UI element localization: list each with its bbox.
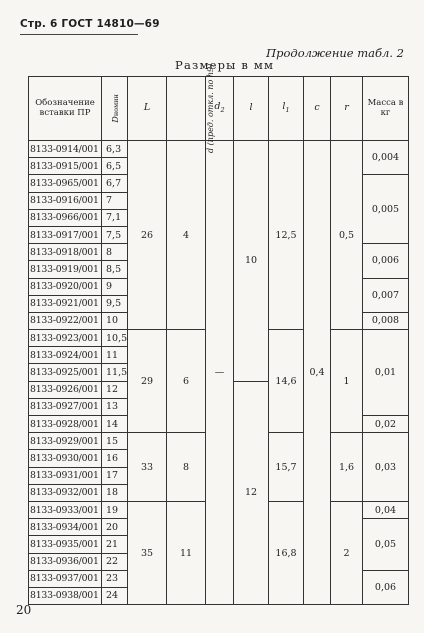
row-d: 18 [102,484,128,501]
row-code: 8133-0924/001 [29,347,102,364]
col-l1: $l_1$ [269,77,304,141]
cell-L-group2: 29 [128,330,167,433]
row-code: 8133-0921/001 [29,295,102,312]
row-d: 6,3 [102,141,128,158]
row-code: 8133-0936/001 [29,553,102,570]
table-row [29,141,409,158]
row-d: 24 [102,587,128,604]
row-code: 8133-0934/001 [29,519,102,536]
row-code: 8133-0927/001 [29,398,102,415]
row-code: 8133-0932/001 [29,484,102,501]
row-d: 14 [102,416,128,433]
row-d: 23 [102,570,128,587]
col-d-nom: Dномин [102,77,128,141]
col-L: L [128,77,167,141]
row-code: 8133-0926/001 [29,381,102,398]
row-d: 9 [102,278,128,295]
row-d: 10 [102,312,128,329]
row-code: 8133-0937/001 [29,570,102,587]
row-code: 8133-0920/001 [29,278,102,295]
dimensions-caption: Размеры в мм [175,58,275,72]
cell-mass: 0,05 [363,519,409,571]
cell-mass: 0,04 [363,501,409,518]
row-code: 8133-0966/001 [29,209,102,226]
cell-mass: 0,005 [363,175,409,244]
row-d: 6,5 [102,158,128,175]
header-rule [20,34,138,35]
table-continuation-label: Продолжение табл. 2 [266,46,404,60]
cell-L-group3: 33 [128,433,167,502]
cell-l-b: 12 [234,381,269,604]
cell-d-group3: 8 [167,433,206,502]
row-code: 8133-0925/001 [29,364,102,381]
cell-r-group2: 1 [331,330,363,433]
cell-c: 0,4 [304,141,331,605]
row-d: 7,1 [102,209,128,226]
row-code: 8133-0931/001 [29,467,102,484]
row-d: 22 [102,553,128,570]
row-code: 8133-0928/001 [29,416,102,433]
row-d: 7 [102,192,128,209]
cell-l1-group4: 16,8 [269,501,304,604]
row-code: 8133-0935/001 [29,536,102,553]
col-mass: Масса в кг [363,77,409,141]
row-code: 8133-0965/001 [29,175,102,192]
row-d: 19 [102,501,128,518]
col-d2: $d_2$ [206,77,234,141]
table-header-row [29,77,409,141]
row-d: 9,5 [102,295,128,312]
row-d: 15 [102,433,128,450]
row-d: 11,5 [102,364,128,381]
row-d: 10,5 [102,330,128,347]
row-code: 8133-0930/001 [29,450,102,467]
cell-d2: — [206,141,234,605]
row-d: 12 [102,381,128,398]
cell-r-group4: 2 [331,501,363,604]
cell-mass: 0,03 [363,433,409,502]
document-header: Стр. 6 ГОСТ 14810—69 [20,18,160,30]
row-code: 8133-0917/001 [29,226,102,243]
row-d: 8 [102,244,128,261]
cell-d-group4: 11 [167,501,206,604]
row-d: 13 [102,398,128,415]
row-code: 8133-0933/001 [29,501,102,518]
cell-r-group1: 0,5 [331,141,363,330]
row-d: 20 [102,519,128,536]
cell-mass: 0,004 [363,141,409,175]
col-d: d (пред. откл. по h9) [167,77,206,141]
cell-mass: 0,01 [363,330,409,416]
row-code: 8133-0922/001 [29,312,102,329]
cell-L-group1: 26 [128,141,167,330]
row-code: 8133-0938/001 [29,587,102,604]
row-d: 11 [102,347,128,364]
row-code: 8133-0916/001 [29,192,102,209]
cell-L-group4: 35 [128,501,167,604]
row-code: 8133-0929/001 [29,433,102,450]
row-d: 7,5 [102,226,128,243]
row-code: 8133-0915/001 [29,158,102,175]
row-code: 8133-0918/001 [29,244,102,261]
cell-mass: 0,02 [363,416,409,433]
col-l: l [234,77,269,141]
cell-d-group1: 4 [167,141,206,330]
cell-mass: 0,008 [363,312,409,329]
cell-d-group2: 6 [167,330,206,433]
row-d: 6,7 [102,175,128,192]
row-code: 8133-0914/001 [29,141,102,158]
col-designation: Обозначение вставки ПР [29,77,102,141]
cell-mass: 0,06 [363,570,409,604]
row-code: 8133-0919/001 [29,261,102,278]
cell-l-a: 10 [234,141,269,382]
cell-l1-group1: 12,5 [269,141,304,330]
cell-mass: 0,007 [363,278,409,312]
row-d: 8,5 [102,261,128,278]
cell-l1-group3: 15,7 [269,433,304,502]
col-c: c [304,77,331,141]
row-d: 16 [102,450,128,467]
col-r: r [331,77,363,141]
page-number: 20 [16,603,32,617]
cell-l1-group2: 14,6 [269,330,304,433]
row-d: 21 [102,536,128,553]
cell-r-group3: 1,6 [331,433,363,502]
row-code: 8133-0923/001 [29,330,102,347]
cell-mass: 0,006 [363,244,409,278]
row-d: 17 [102,467,128,484]
